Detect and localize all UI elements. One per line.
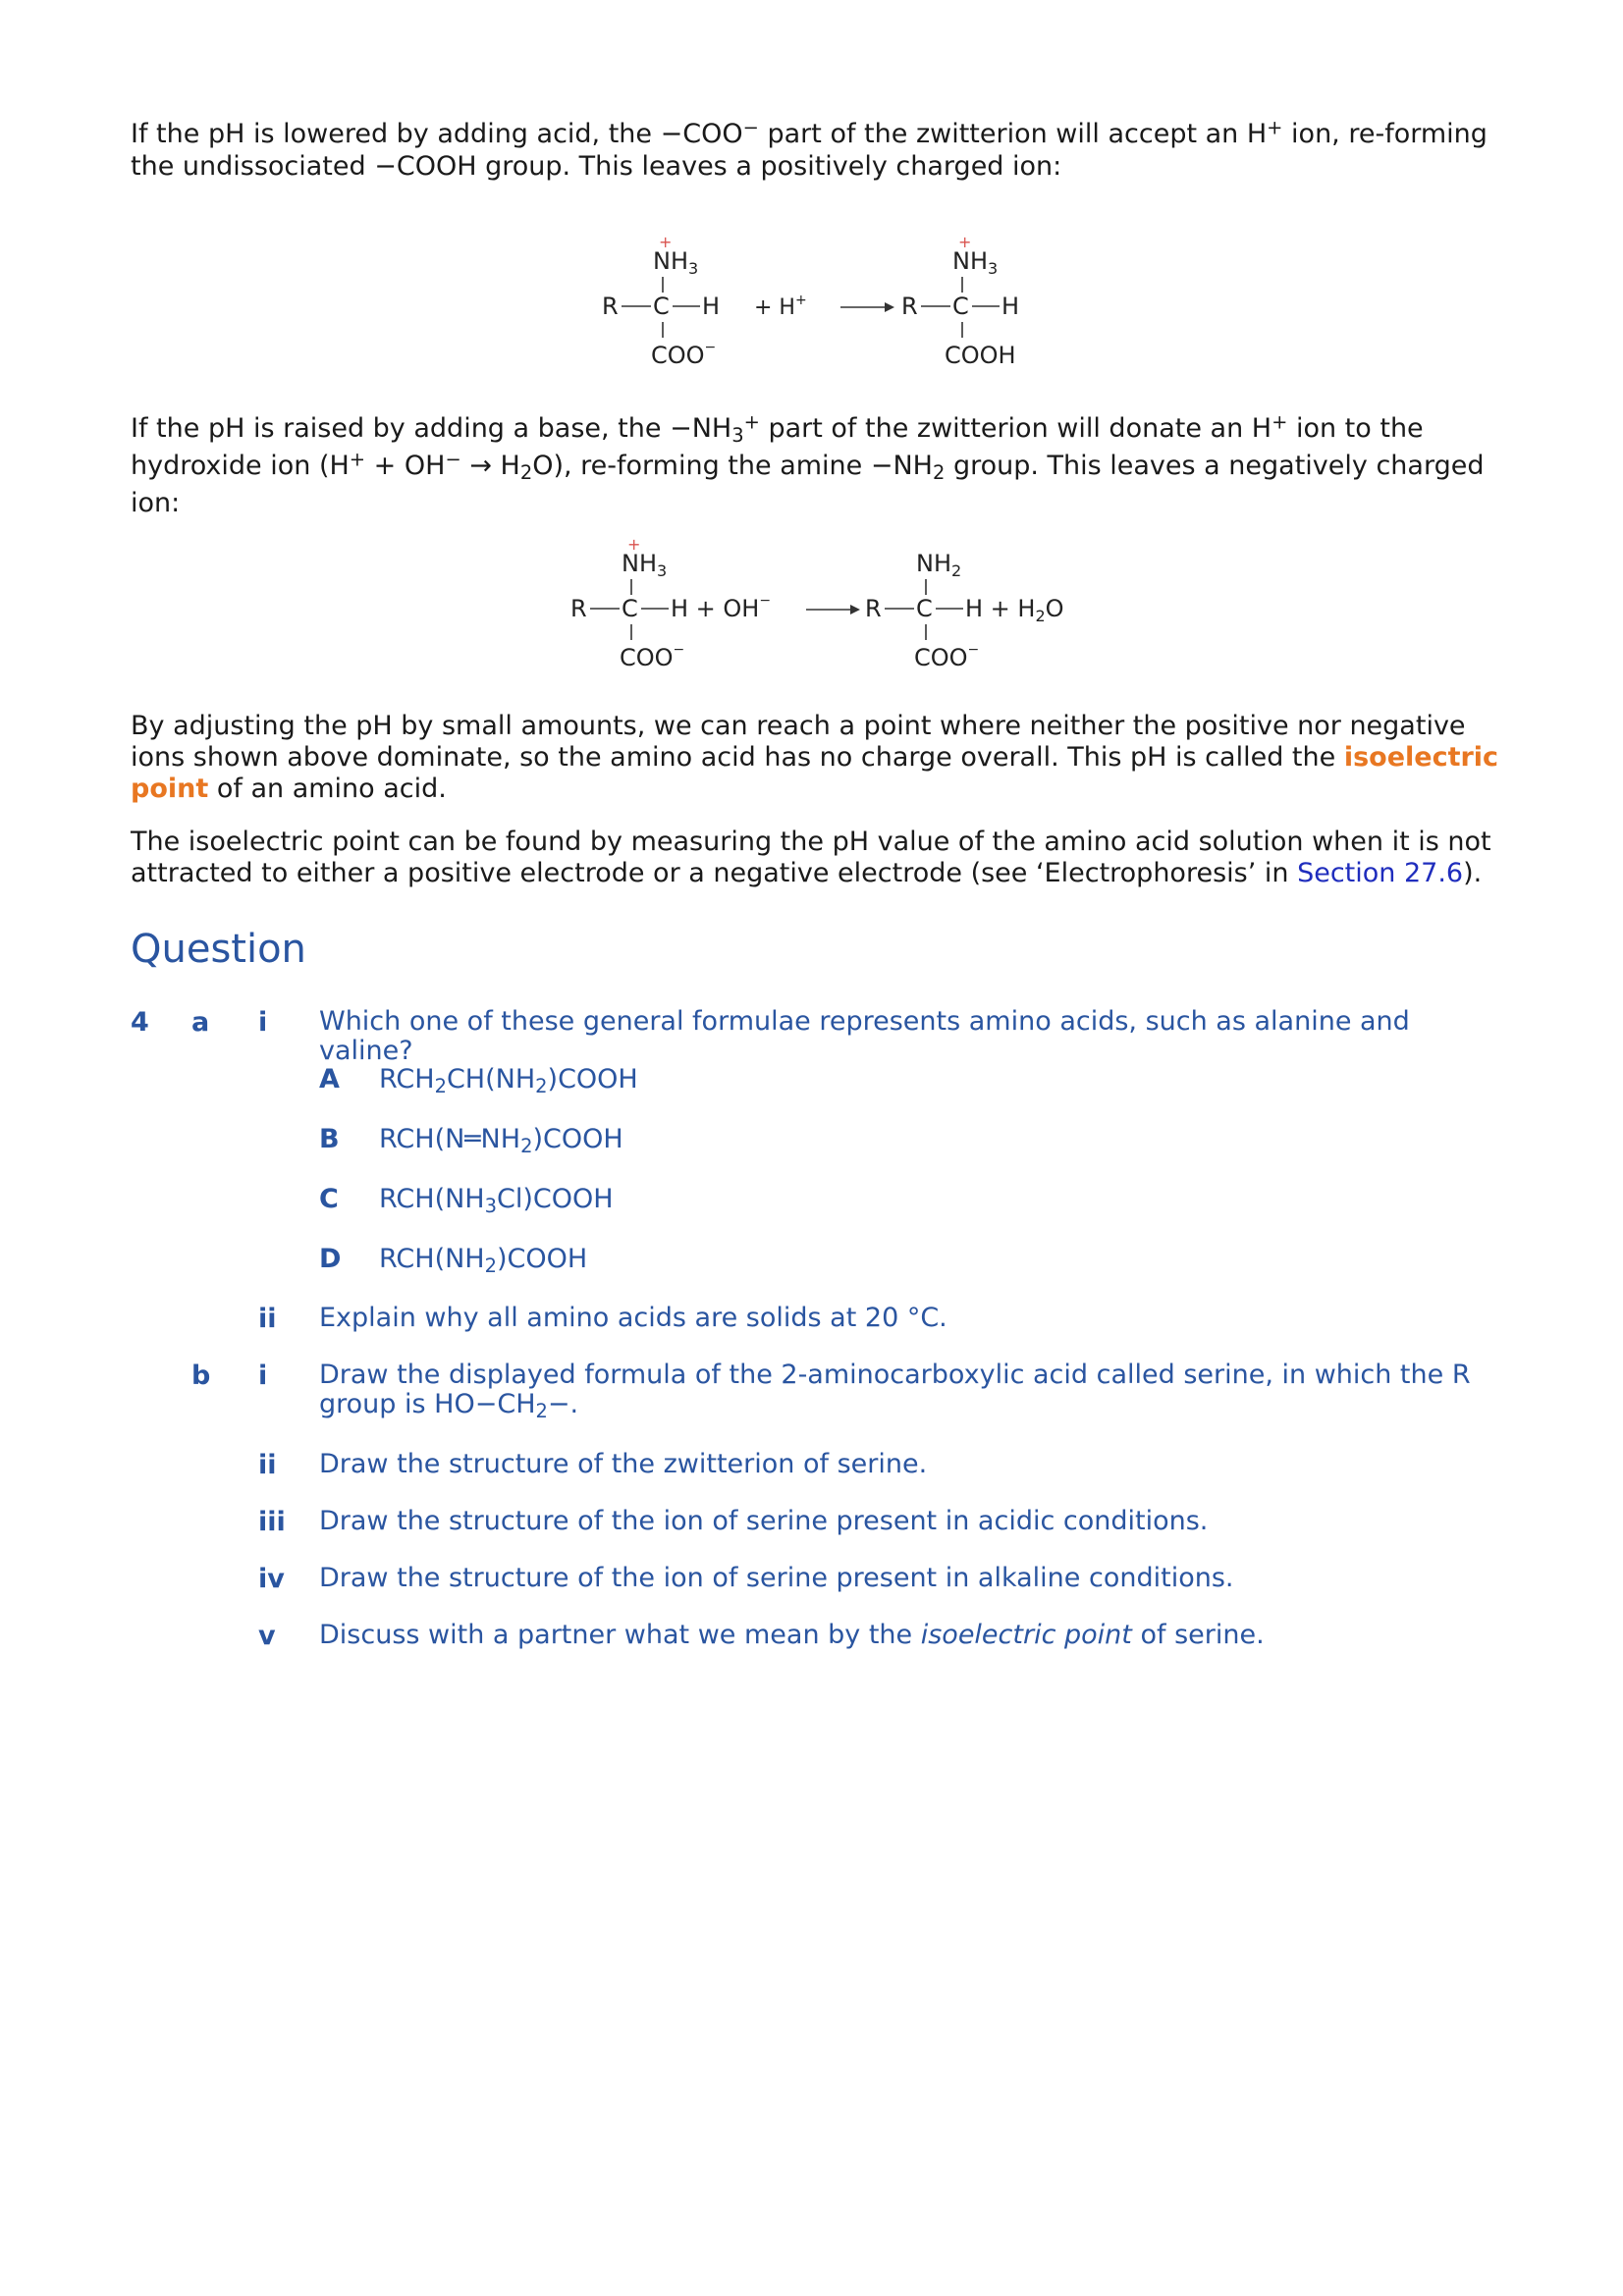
nh3-label: $NH_3$ xyxy=(952,247,999,278)
h-label: H xyxy=(1001,293,1020,320)
r-label: R xyxy=(602,293,619,320)
coo-label: COO− xyxy=(914,642,980,671)
reaction-base-diagram xyxy=(570,538,1199,685)
question-a-i-text: Which one of these general formulae represents amino acids, such as alanine and valine? xyxy=(319,1006,1410,1066)
question-number: 4 xyxy=(131,1007,149,1038)
nh3-label: $NH_3$ xyxy=(653,247,699,278)
nh2-label: $NH_2$ xyxy=(916,550,962,580)
sub-ii-label: ii xyxy=(258,1304,277,1334)
option-a-formula: $RCH_2CH(NH_2)COOH$ xyxy=(379,1064,638,1097)
c-label: C xyxy=(622,595,638,622)
arrow-head xyxy=(885,302,894,312)
paragraph-base: If the pH is raised by adding a base, the $-NH_3^+$ part of the zwitterion will donate an H+ ion to the hydroxide ion $(H^+ + OH^- \to H_2O)$, re-forming the $amine -NH_2$ group. This leaves a negatively charged ion: xyxy=(131,410,1485,518)
paragraph-isoelectric: By adjusting the pH by small amounts, we can reach a point where neither the positive nor negative ions shown above dominate, so the amino acid has no charge overall. This pH is called the isoelectric point of an amino acid. xyxy=(131,711,1499,804)
sub-v-label: v xyxy=(258,1621,276,1651)
c-label: C xyxy=(952,293,969,320)
sub-ii-label: ii xyxy=(258,1450,277,1480)
paragraph-acid: If the pH is lowered by adding acid, the −COO− part of the zwitterion will accept an H+ ion, re-forming the undissociated −COOH group. This leaves a positively charged ion: xyxy=(131,116,1488,182)
sub-i-label: i xyxy=(258,1361,268,1391)
part-a-label: a xyxy=(191,1007,210,1038)
reaction-acid-diagram xyxy=(602,236,1191,383)
h-label: H xyxy=(702,293,721,320)
option-d-label: D xyxy=(319,1244,342,1274)
option-b-formula: $RCH(N═NH_2)COOH$ xyxy=(379,1124,623,1157)
coo-label: COO− xyxy=(620,642,685,671)
question-b-ii-text: Draw the structure of the zwitterion of serine. xyxy=(319,1449,928,1479)
option-a-label: A xyxy=(319,1064,340,1095)
question-b-v-text: Discuss with a partner what we mean by the isoelectric point of serine. xyxy=(319,1620,1265,1650)
option-d-formula: $RCH(NH_2)COOH$ xyxy=(379,1244,588,1277)
question-b-iii-text: Draw the structure of the ion of serine present in acidic conditions. xyxy=(319,1506,1209,1536)
option-b-label: B xyxy=(319,1124,340,1154)
sub-iii-label: iii xyxy=(258,1507,286,1537)
paragraph-electrophoresis: The isoelectric point can be found by measuring the pH value of the amino acid solution when it is not attracted to either a positive electrode or a negative electrode (see ‘Electrophoresis’ in Section 27.6). xyxy=(131,827,1491,888)
question-a-ii-text: Explain why all amino acids are solids at 20 °C. xyxy=(319,1303,947,1333)
c-label: C xyxy=(653,293,670,320)
c-label: C xyxy=(916,595,933,622)
option-c-label: C xyxy=(319,1184,339,1214)
section-link[interactable]: Section 27.6 xyxy=(1297,858,1464,888)
r-label: R xyxy=(901,293,918,320)
h-oh-label: H + OH− xyxy=(671,593,772,622)
h-h2o-label: $H + H_2O$ xyxy=(965,595,1064,625)
cooh-label: COOH xyxy=(945,342,1016,369)
question-b-i-text: Draw the displayed formula of the 2-aminocarboxylic acid called serine, in which the R group is $HO-CH_2-$. xyxy=(319,1360,1471,1422)
plus-charge: + xyxy=(659,236,673,251)
key-term: isoelectric point xyxy=(131,742,1499,804)
plus-charge: + xyxy=(627,538,641,554)
arrow-head xyxy=(850,605,860,614)
sub-i-label: i xyxy=(258,1007,268,1038)
r-label: R xyxy=(570,595,587,622)
plus-h-label: + H+ xyxy=(754,293,807,320)
nh3-label: $NH_3$ xyxy=(622,550,668,580)
question-b-iv-text: Draw the structure of the ion of serine present in alkaline conditions. xyxy=(319,1563,1234,1593)
part-b-label: b xyxy=(191,1361,211,1391)
r-label: R xyxy=(865,595,882,622)
question-heading: Question xyxy=(131,927,306,972)
option-c-formula: $RCH(NH_3Cl)COOH$ xyxy=(379,1184,614,1217)
coo-label: COO− xyxy=(651,340,717,369)
plus-charge: + xyxy=(958,236,972,251)
sub-iv-label: iv xyxy=(258,1564,285,1594)
